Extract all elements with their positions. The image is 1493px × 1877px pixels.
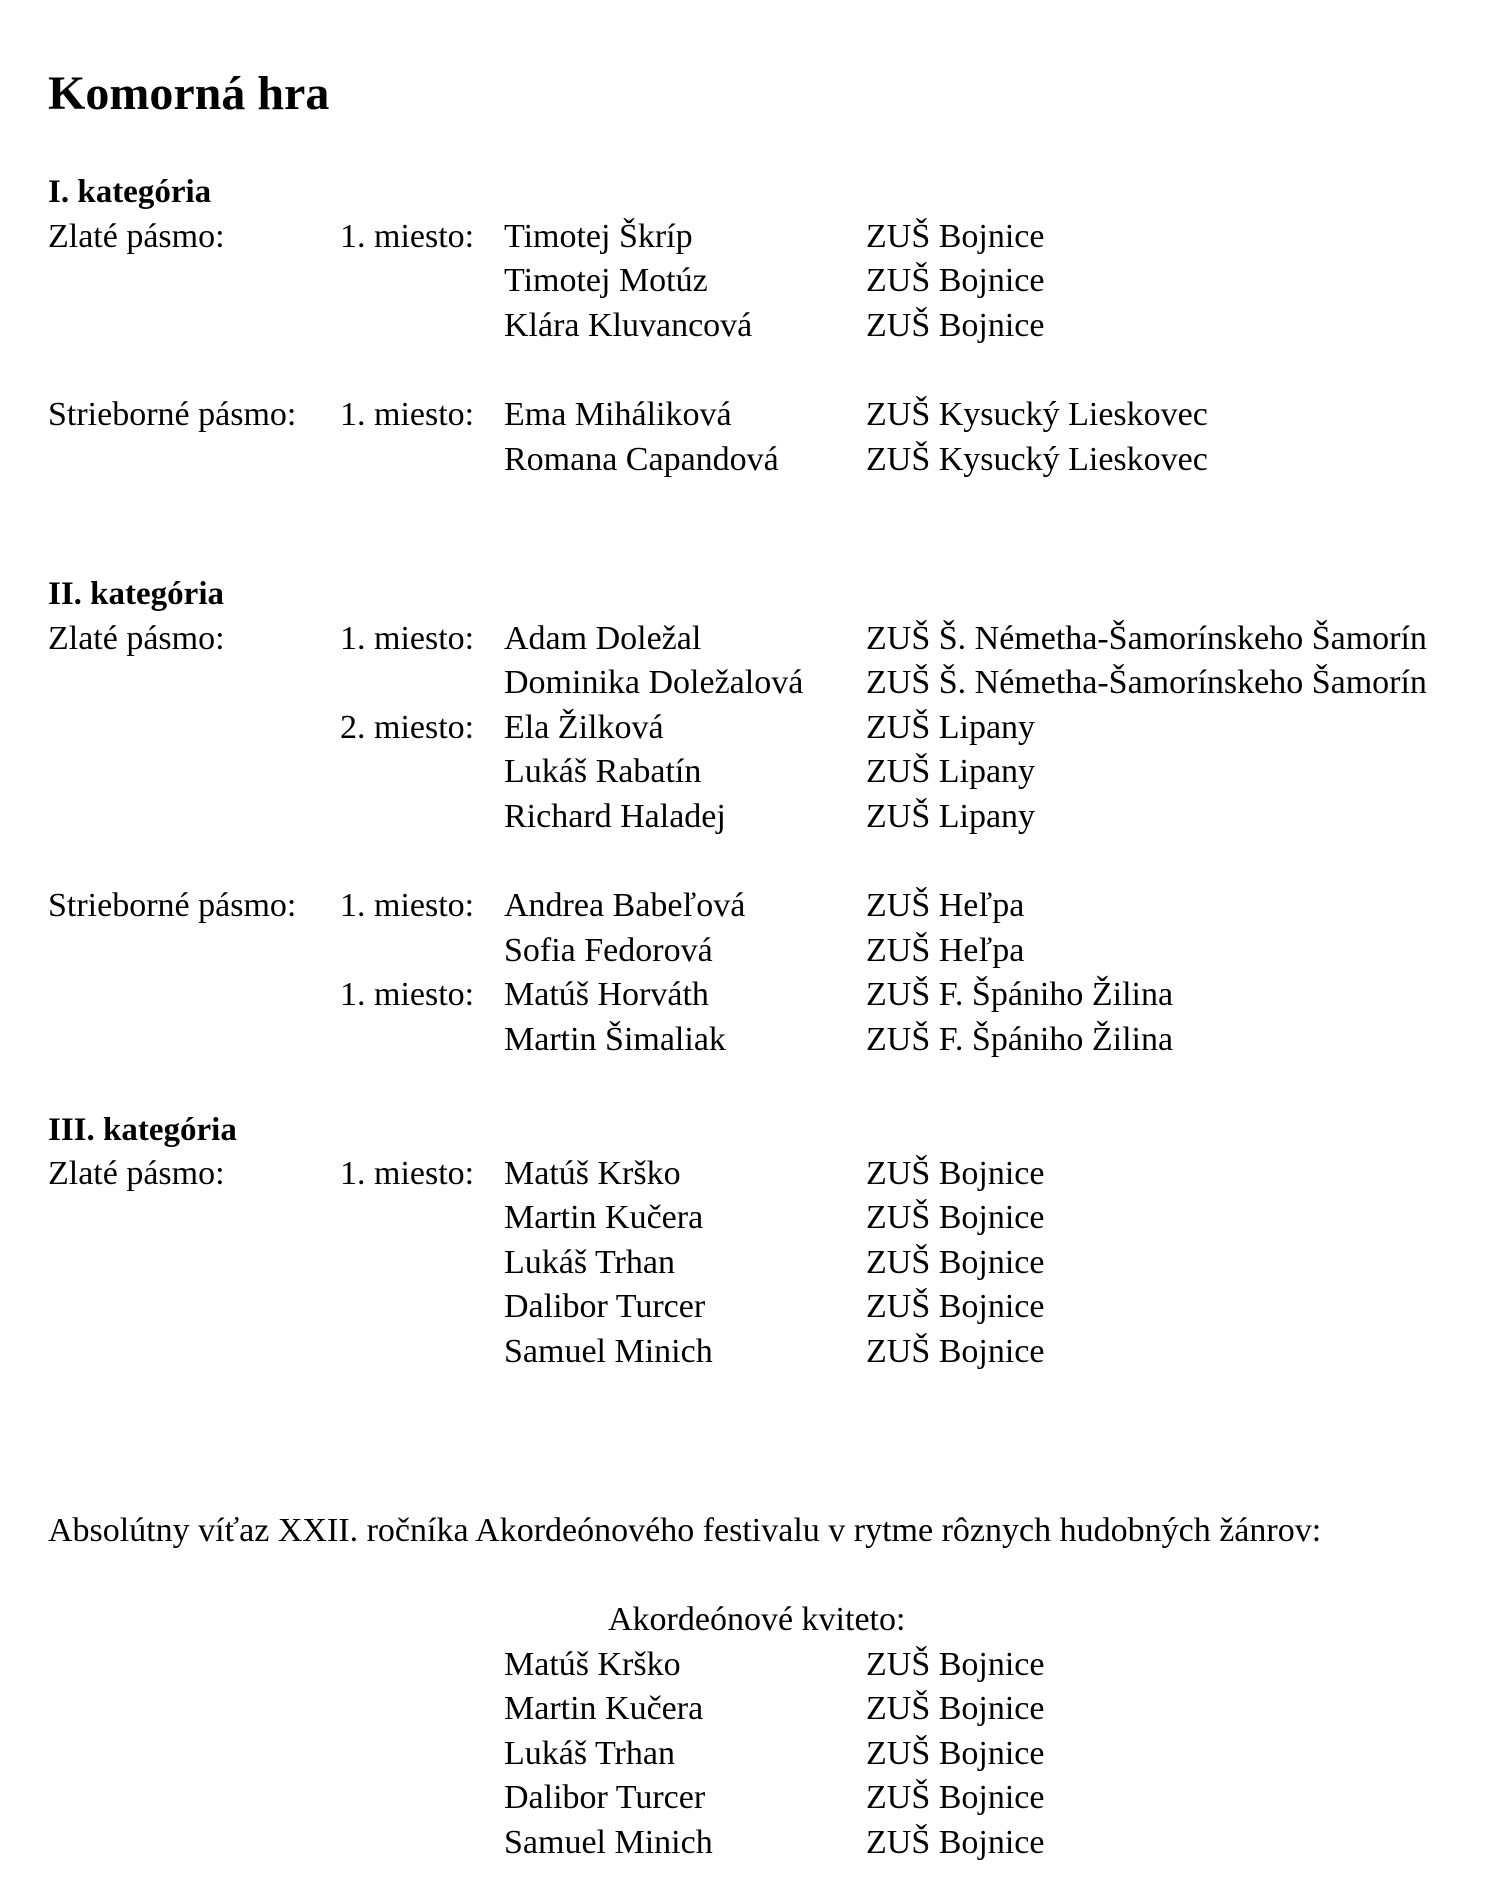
band-label: Zlaté pásmo: bbox=[48, 1155, 225, 1192]
participant-school: ZUŠ Bojnice bbox=[866, 1244, 1045, 1281]
member-name: Dalibor Turcer bbox=[504, 1779, 706, 1816]
band-label: Zlaté pásmo: bbox=[48, 620, 225, 657]
participant-name: Romana Capandová bbox=[504, 441, 779, 478]
participant-school: ZUŠ Š. Németha-Šamorínskeho Šamorín bbox=[866, 664, 1427, 701]
participant-school: ZUŠ Bojnice bbox=[866, 1333, 1045, 1370]
participant-name: Martin Šimaliak bbox=[504, 1021, 726, 1058]
page-title: Komorná hra bbox=[48, 67, 330, 120]
participant-school: ZUŠ Š. Németha-Šamorínskeho Šamorín bbox=[866, 620, 1427, 657]
place-label: 1. miesto: bbox=[340, 887, 475, 924]
participant-name: Martin Kučera bbox=[504, 1199, 704, 1236]
participant-school: ZUŠ Bojnice bbox=[866, 218, 1045, 255]
participant-school: ZUŠ Heľpa bbox=[866, 932, 1025, 969]
participant-school: ZUŠ Kysucký Lieskovec bbox=[866, 441, 1208, 478]
member-school: ZUŠ Bojnice bbox=[866, 1824, 1045, 1861]
participant-name: Lukáš Rabatín bbox=[504, 753, 702, 790]
ensemble-label: Akordeónové kviteto: bbox=[608, 1601, 906, 1638]
participant-name: Adam Doležal bbox=[504, 620, 702, 657]
participant-name: Andrea Babeľová bbox=[504, 887, 746, 924]
place-label: 2. miesto: bbox=[340, 709, 475, 746]
member-name: Matúš Krško bbox=[504, 1646, 681, 1683]
member-school: ZUŠ Bojnice bbox=[866, 1779, 1045, 1816]
band-label: Strieborné pásmo: bbox=[48, 396, 297, 433]
category-heading-1: I. kategória bbox=[48, 174, 212, 210]
place-label: 1. miesto: bbox=[340, 620, 475, 657]
participant-name: Samuel Minich bbox=[504, 1333, 713, 1370]
participant-name: Matúš Horváth bbox=[504, 976, 709, 1013]
participant-name: Timotej Škríp bbox=[504, 218, 693, 255]
participant-name: Richard Haladej bbox=[504, 798, 726, 835]
participant-name: Lukáš Trhan bbox=[504, 1244, 675, 1281]
participant-name: Matúš Krško bbox=[504, 1155, 681, 1192]
participant-name: Sofia Fedorová bbox=[504, 932, 713, 969]
participant-name: Ema Miháliková bbox=[504, 396, 732, 433]
member-name: Martin Kučera bbox=[504, 1690, 704, 1727]
member-school: ZUŠ Bojnice bbox=[866, 1690, 1045, 1727]
participant-name: Ela Žilková bbox=[504, 709, 664, 746]
participant-name: Klára Kluvancová bbox=[504, 307, 753, 344]
participant-school: ZUŠ Bojnice bbox=[866, 307, 1045, 344]
participant-school: ZUŠ F. Špániho Žilina bbox=[866, 1021, 1174, 1058]
participant-school: ZUŠ Bojnice bbox=[866, 1199, 1045, 1236]
participant-school: ZUŠ Bojnice bbox=[866, 1288, 1045, 1325]
participant-school: ZUŠ Heľpa bbox=[866, 887, 1025, 924]
participant-name: Timotej Motúz bbox=[504, 262, 708, 299]
participant-school: ZUŠ Bojnice bbox=[866, 262, 1045, 299]
winner-heading: Absolútny víťaz XXII. ročníka Akordeónového festivalu v rytme rôznych hudobných žánrov: bbox=[48, 1512, 1322, 1549]
participant-school: ZUŠ Kysucký Lieskovec bbox=[866, 396, 1208, 433]
place-label: 1. miesto: bbox=[340, 976, 475, 1013]
category-heading-3: III. kategória bbox=[48, 1112, 237, 1148]
place-label: 1. miesto: bbox=[340, 396, 475, 433]
participant-school: ZUŠ Lipany bbox=[866, 753, 1036, 790]
participant-school: ZUŠ Lipany bbox=[866, 709, 1036, 746]
participant-school: ZUŠ F. Špániho Žilina bbox=[866, 976, 1174, 1013]
category-heading-2: II. kategória bbox=[48, 576, 224, 612]
participant-school: ZUŠ Bojnice bbox=[866, 1155, 1045, 1192]
participant-school: ZUŠ Lipany bbox=[866, 798, 1036, 835]
band-label: Strieborné pásmo: bbox=[48, 887, 297, 924]
place-label: 1. miesto: bbox=[340, 1155, 475, 1192]
member-name: Samuel Minich bbox=[504, 1824, 713, 1861]
member-school: ZUŠ Bojnice bbox=[866, 1735, 1045, 1772]
band-label: Zlaté pásmo: bbox=[48, 218, 225, 255]
member-name: Lukáš Trhan bbox=[504, 1735, 675, 1772]
member-school: ZUŠ Bojnice bbox=[866, 1646, 1045, 1683]
participant-name: Dominika Doležalová bbox=[504, 664, 804, 701]
participant-name: Dalibor Turcer bbox=[504, 1288, 706, 1325]
place-label: 1. miesto: bbox=[340, 218, 475, 255]
